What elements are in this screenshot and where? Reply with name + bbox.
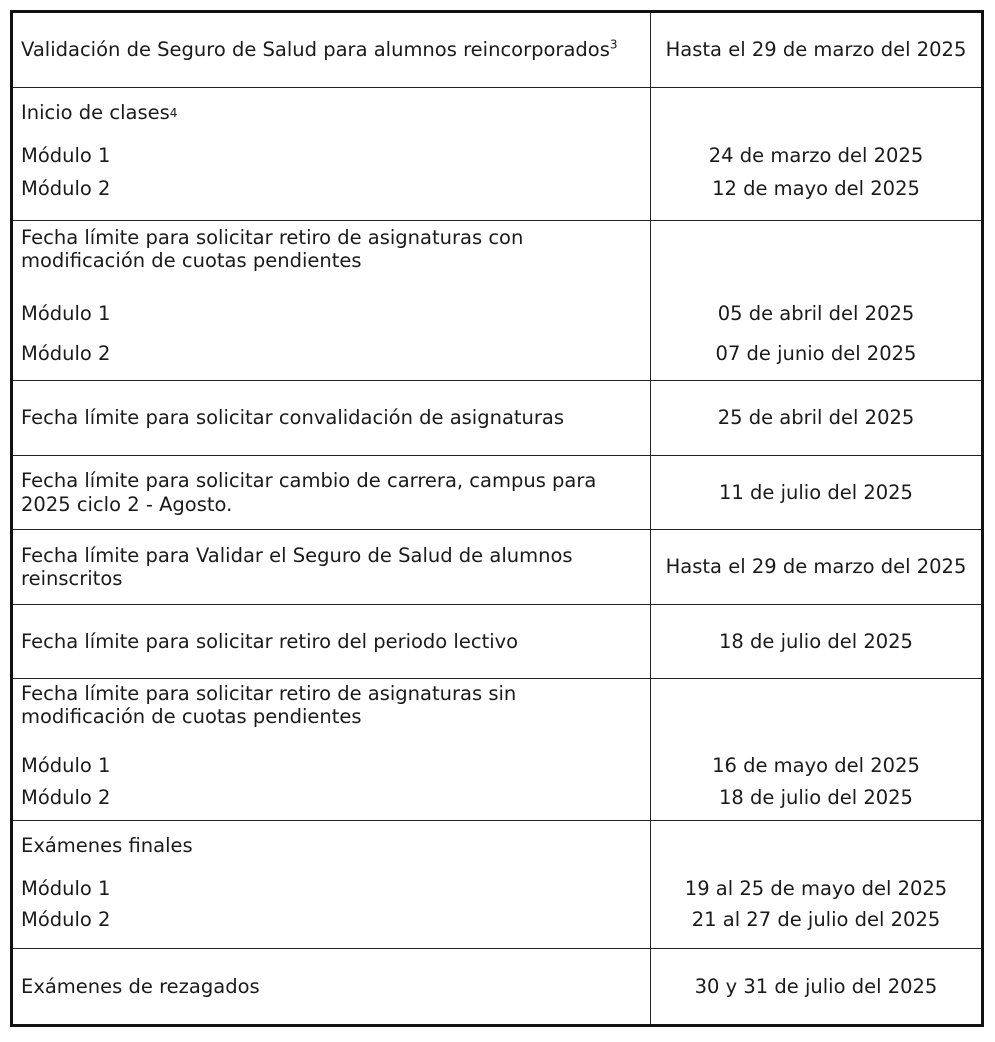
date-cell: 18 de julio del 2025 — [651, 605, 983, 679]
date-cell: 30 y 31 de julio del 2025 — [651, 949, 983, 1026]
date-cell — [651, 88, 983, 221]
event-cell: Fecha límite para solicitar cambio de carrera, campus para 2025 ciclo 2 - Agosto. — [12, 456, 651, 530]
footnote-ref: 3 — [609, 37, 618, 52]
module-label: Módulo 2 — [21, 341, 111, 365]
event-cell: Inicio de clases 4 Módulo 1 Módulo 2 — [12, 88, 651, 221]
event-cell — [12, 221, 651, 381]
table-row — [12, 88, 983, 221]
module-label: Módulo 1 — [21, 301, 111, 325]
event-cell: Fecha límite para solicitar convalidación de asignaturas — [12, 381, 651, 456]
module-label: Módulo 1 — [21, 144, 111, 167]
module-label: Módulo 1 — [21, 876, 111, 900]
date-cell — [651, 679, 983, 821]
event-label: Exámenes finales — [21, 833, 193, 857]
table-row — [12, 456, 983, 530]
module-date: 05 de abril del 2025 — [717, 301, 915, 325]
module-label: Módulo 1 — [21, 753, 111, 777]
date-cell: Hasta el 29 de marzo del 2025 — [651, 530, 983, 605]
module-label: Módulo 2 — [21, 907, 111, 931]
table-row — [12, 605, 983, 679]
event-cell: Fecha límite para Validar el Seguro de Salud de alumnos reinscritos — [12, 530, 651, 605]
module-label: Módulo 2 — [21, 177, 111, 200]
module-date: 16 de mayo del 2025 — [712, 753, 920, 777]
event-cell — [12, 821, 651, 949]
table-row — [12, 221, 983, 381]
module-date: 18 de julio del 2025 — [719, 785, 913, 809]
event-label: Inicio de clases — [21, 101, 170, 125]
date-cell: 11 de julio del 2025 — [651, 456, 983, 530]
module-date: 07 de junio del 2025 — [715, 341, 917, 365]
module-date: 12 de mayo del 2025 — [712, 177, 920, 200]
date-cell: Hasta el 29 de marzo del 2025 — [651, 12, 983, 88]
module-date: 21 al 27 de julio del 2025 — [691, 907, 941, 931]
date-cell — [651, 821, 983, 949]
date-cell: 25 de abril del 2025 — [651, 381, 983, 456]
event-cell: Exámenes de rezagados — [12, 949, 651, 1026]
table-row — [12, 12, 983, 88]
module-label: Módulo 2 — [21, 785, 111, 809]
module-date: 19 al 25 de mayo del 2025 — [684, 876, 948, 900]
event-cell: Fecha límite para solicitar retiro del periodo lectivo — [12, 605, 651, 679]
event-label: Validación de Seguro de Salud para alumnos reincorporados — [21, 38, 610, 62]
table-row — [12, 530, 983, 605]
academic-calendar-table — [10, 10, 984, 1027]
event-cell — [12, 12, 651, 88]
module-date: 24 de marzo del 2025 — [708, 144, 924, 167]
event-cell — [12, 679, 651, 821]
table-row — [12, 949, 983, 1026]
event-label: Fecha límite para solicitar retiro de asignaturas sin modificación de cuotas pendientes — [21, 681, 517, 728]
table-row — [12, 679, 983, 821]
table-row — [12, 381, 983, 456]
table-row — [12, 821, 983, 949]
date-cell — [651, 221, 983, 381]
event-label: Fecha límite para solicitar retiro de asignaturas con modificación de cuotas pendientes — [21, 225, 524, 272]
